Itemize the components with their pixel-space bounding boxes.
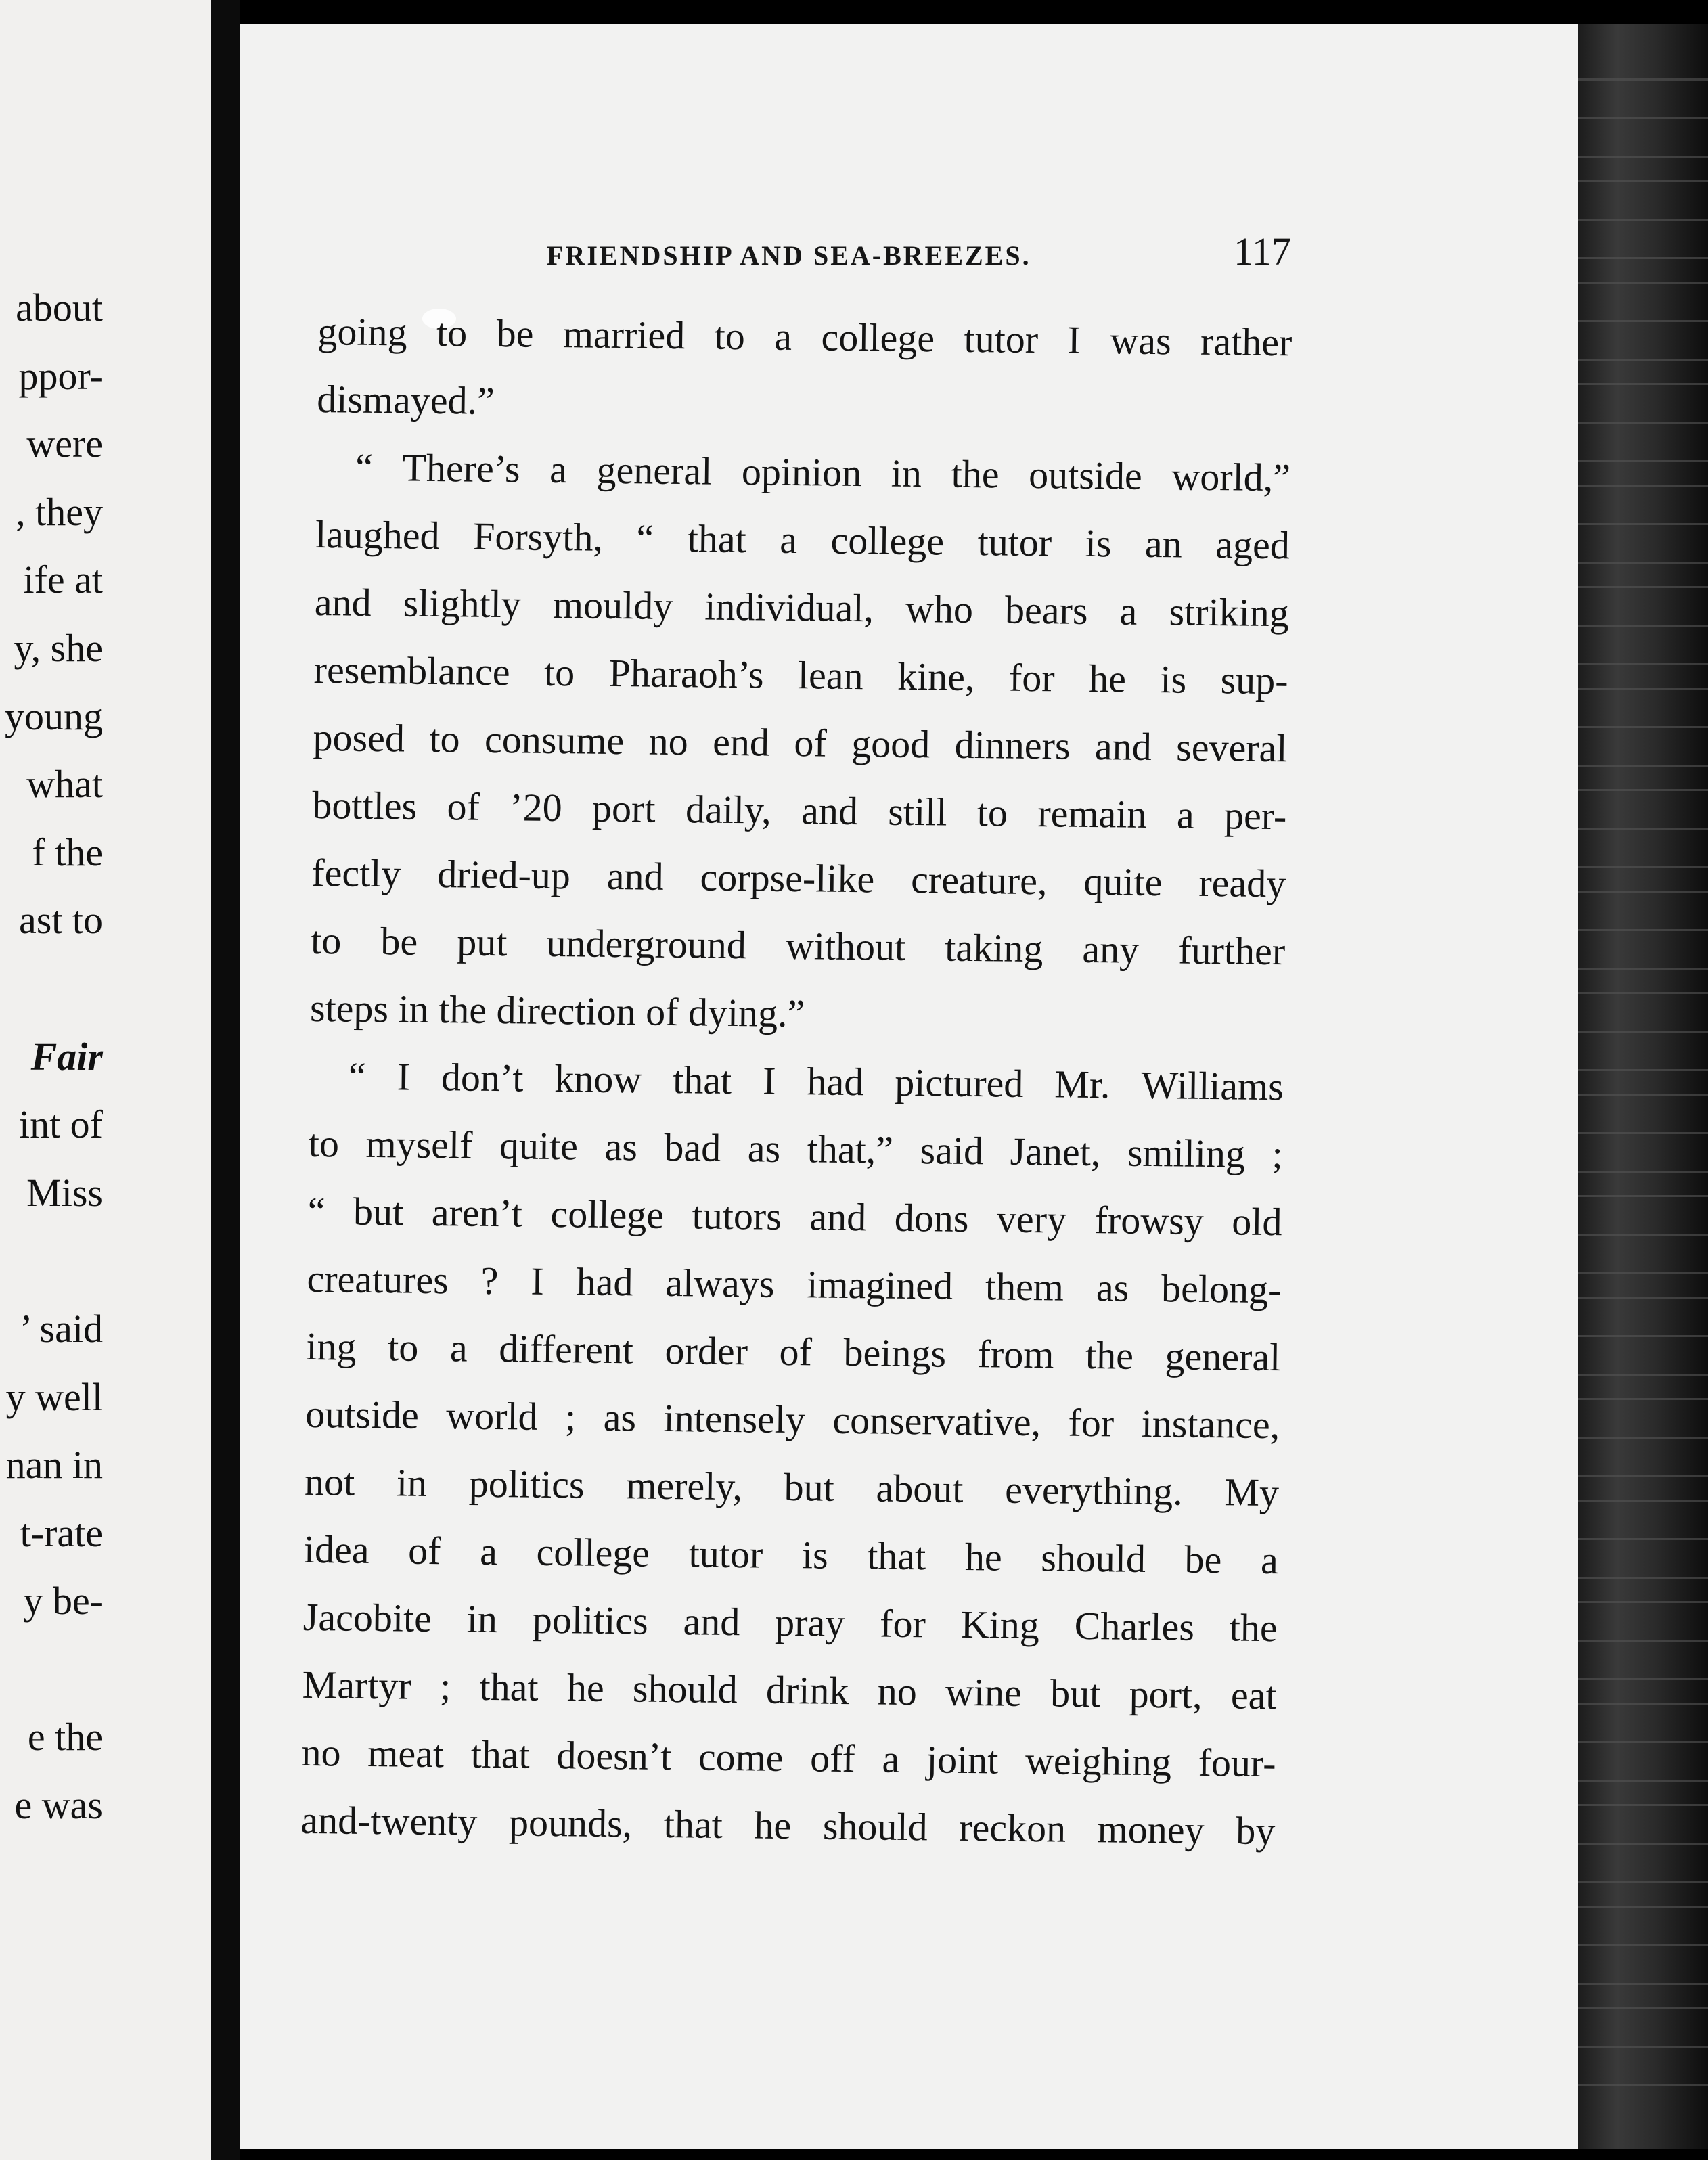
- previous-page-line: ’ said: [20, 1306, 103, 1351]
- edge-stripe: [1578, 625, 1708, 627]
- edge-stripe: [1578, 1132, 1708, 1134]
- edge-stripe: [1578, 1906, 1708, 1908]
- edge-stripe: [1578, 828, 1708, 830]
- edge-stripe: [1578, 2046, 1708, 2048]
- body-line: steps in the direction of dying.”: [309, 985, 805, 1036]
- edge-stripe: [1578, 1678, 1708, 1680]
- previous-page-line: f the: [32, 830, 103, 874]
- body-line: to be put underground without taking any further: [310, 918, 1286, 974]
- edge-stripe: [1578, 992, 1708, 994]
- edge-stripe: [1578, 1069, 1708, 1071]
- previous-page-line: , they: [16, 489, 103, 534]
- body-line: fectly dried-up and corpse-like creature, quite ready: [311, 850, 1286, 906]
- edge-stripe: [1578, 1335, 1708, 1337]
- edge-stripe: [1578, 929, 1708, 931]
- previous-page-line: [0, 955, 103, 1023]
- previous-page-line: were: [26, 422, 103, 466]
- edge-stripe: [1578, 117, 1708, 119]
- previous-page-text: [0, 274, 103, 1840]
- edge-stripe: [1578, 1640, 1708, 1642]
- edge-stripe: [1578, 726, 1708, 728]
- body-line: idea of a college tutor is that he should be a: [303, 1527, 1279, 1583]
- body-line: and-twenty pounds, that he should reckon money by: [300, 1797, 1276, 1853]
- body-line: Jacobite in politics and pray for King Charles the: [302, 1594, 1278, 1650]
- edge-stripe: [1578, 562, 1708, 564]
- body-line: and slightly mouldy individual, who bears a striking: [314, 579, 1290, 635]
- page-edge-stack: [1578, 24, 1708, 2149]
- body-line: no meat that doesn’t come off a joint weighing four-: [301, 1730, 1276, 1786]
- previous-page-line: nan in: [5, 1443, 103, 1487]
- edge-stripe: [1578, 1843, 1708, 1845]
- previous-page-line: int of: [18, 1102, 103, 1147]
- edge-stripe: [1578, 866, 1708, 868]
- edge-stripe: [1578, 1297, 1708, 1299]
- page-body-text: [300, 298, 1293, 1865]
- previous-page-line: about: [16, 286, 103, 330]
- edge-stripe: [1578, 320, 1708, 322]
- edge-stripe: [1578, 1944, 1708, 1946]
- edge-stripe: [1578, 1577, 1708, 1579]
- edge-stripe: [1578, 1272, 1708, 1274]
- previous-page-line: Miss: [26, 1170, 103, 1215]
- body-line: to myself quite as bad as that,” said Janet, smiling ;: [308, 1121, 1284, 1177]
- edge-stripe: [1578, 460, 1708, 462]
- previous-page-line: [0, 1636, 103, 1704]
- previous-page-line: e the: [27, 1715, 103, 1759]
- body-line: bottles of ’20 port daily, and still to remain a per-: [312, 782, 1287, 838]
- previous-page: [0, 0, 211, 2160]
- edge-stripe: [1578, 1780, 1708, 1782]
- edge-stripe: [1578, 1741, 1708, 1743]
- edge-stripe: [1578, 1171, 1708, 1173]
- edge-stripe: [1578, 1804, 1708, 1806]
- edge-stripe: [1578, 1234, 1708, 1236]
- edge-stripe: [1578, 2007, 1708, 2009]
- edge-stripe: [1578, 663, 1708, 665]
- previous-page-line: ast to: [18, 898, 103, 943]
- edge-stripe: [1578, 1475, 1708, 1477]
- edge-stripe: [1578, 789, 1708, 791]
- edge-stripe: [1578, 2084, 1708, 2086]
- edge-stripe: [1578, 485, 1708, 487]
- previous-page-line: ife at: [23, 558, 103, 602]
- edge-stripe: [1578, 1601, 1708, 1603]
- edge-stripe: [1578, 688, 1708, 690]
- book-gutter: [211, 0, 240, 2160]
- previous-page-line: t-rate: [20, 1510, 103, 1555]
- edge-stripe: [1578, 1881, 1708, 1883]
- edge-stripe: [1578, 1031, 1708, 1033]
- edge-stripe: [1578, 765, 1708, 767]
- edge-stripe: [1578, 586, 1708, 588]
- previous-page-line: ppor-: [18, 353, 103, 398]
- edge-stripe: [1578, 1437, 1708, 1439]
- previous-page-line: Fair: [30, 1034, 103, 1079]
- body-line: not in politics merely, but about everything. My: [304, 1459, 1280, 1515]
- previous-page-line: y be-: [23, 1579, 103, 1623]
- previous-page-line: y, she: [14, 625, 103, 670]
- edge-stripe: [1578, 1398, 1708, 1400]
- edge-stripe: [1578, 968, 1708, 970]
- edge-stripe: [1578, 422, 1708, 424]
- edge-stripe: [1578, 1094, 1708, 1096]
- edge-stripe: [1578, 1374, 1708, 1376]
- body-line: Martyr ; that he should drink no wine but port, eat: [302, 1662, 1277, 1718]
- body-line: posed to consume no end of good dinners and several: [313, 715, 1288, 771]
- edge-stripe: [1578, 1538, 1708, 1540]
- edge-stripe: [1578, 1195, 1708, 1197]
- running-head: [547, 229, 1291, 276]
- edge-stripe: [1578, 1500, 1708, 1502]
- page-number: 117: [1234, 229, 1291, 273]
- body-line: ing to a different order of beings from the general: [306, 1324, 1281, 1380]
- body-line: going to be married to a college tutor I was rather: [317, 309, 1293, 365]
- body-line: dismayed.”: [316, 376, 495, 423]
- previous-page-line: what: [26, 762, 103, 807]
- edge-stripe: [1578, 219, 1708, 221]
- edge-stripe: [1578, 1703, 1708, 1705]
- edge-stripe: [1578, 891, 1708, 893]
- body-line: outside world ; as intensely conservative, for instance,: [305, 1391, 1280, 1447]
- previous-page-line: y well: [5, 1374, 103, 1419]
- previous-page-line: [0, 1227, 103, 1295]
- body-line: resemblance to Pharaoh’s lean kine, for he is sup-: [313, 647, 1288, 703]
- edge-stripe: [1578, 282, 1708, 284]
- previous-page-line: e was: [14, 1783, 103, 1828]
- body-line: creatures ? I had always imagined them as belong-: [307, 1256, 1282, 1312]
- body-line: “ but aren’t college tutors and dons very frowsy old: [307, 1188, 1282, 1244]
- edge-stripe: [1578, 257, 1708, 259]
- edge-stripe: [1578, 78, 1708, 81]
- edge-stripe: [1578, 359, 1708, 361]
- body-line: laughed Forsyth, “ that a college tutor is an aged: [315, 512, 1290, 568]
- body-line: “ I don’t know that I had pictured Mr. Williams: [348, 1054, 1284, 1109]
- running-head-title: FRIENDSHIP AND SEA-BREEZES.: [547, 240, 1031, 271]
- body-line: “ There’s a general opinion in the outside world,”: [355, 445, 1291, 500]
- edge-stripe: [1578, 1983, 1708, 1985]
- edge-stripe: [1578, 383, 1708, 385]
- previous-page-line: young: [5, 694, 103, 738]
- edge-stripe: [1578, 180, 1708, 182]
- edge-stripe: [1578, 156, 1708, 158]
- edge-stripe: [1578, 523, 1708, 525]
